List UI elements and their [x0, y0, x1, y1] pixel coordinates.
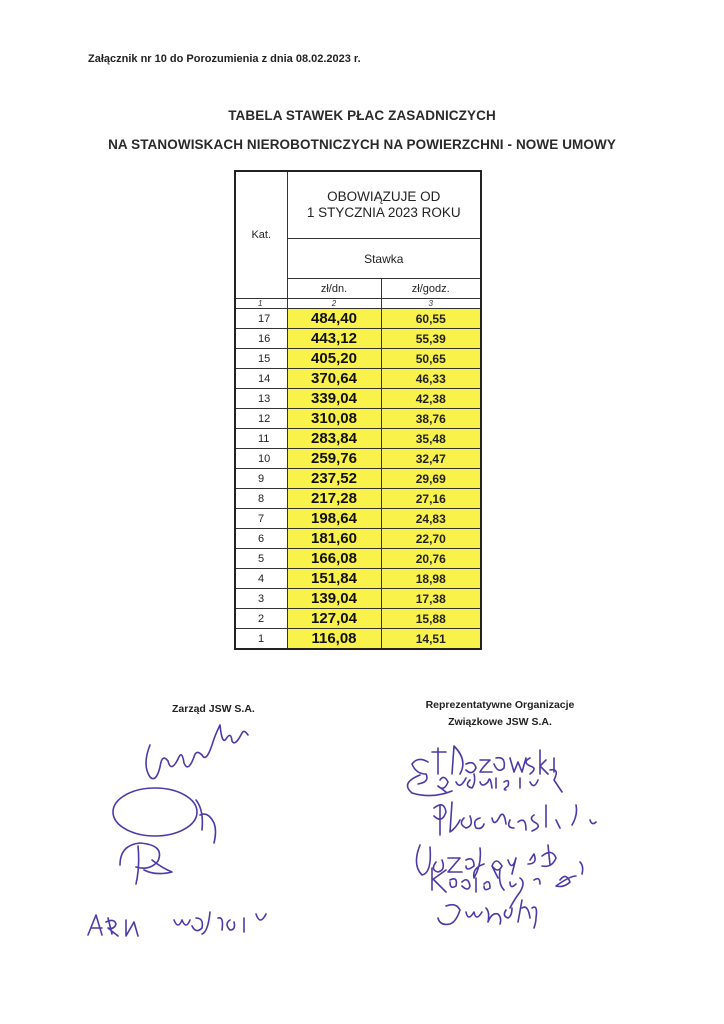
hourly-rate-cell: 46,33	[381, 369, 481, 389]
category-cell: 9	[235, 469, 287, 489]
category-cell: 1	[235, 629, 287, 650]
union-signature-2	[408, 770, 563, 796]
table-row	[235, 549, 481, 569]
category-cell: 10	[235, 449, 287, 469]
category-cell: 14	[235, 369, 287, 389]
union-signature-1	[412, 746, 554, 784]
valid-from-line2: 1 STYCZNIA 2023 ROKU	[306, 205, 461, 220]
hourly-rate-cell: 38,76	[381, 409, 481, 429]
union-signature-5	[432, 862, 583, 908]
daily-rate-cell: 217,28	[287, 489, 381, 509]
union-signature-4	[416, 845, 556, 878]
unit-day-header: zł/dn.	[287, 279, 381, 299]
table-row	[235, 629, 481, 650]
daily-rate-cell: 310,08	[287, 409, 381, 429]
category-cell: 17	[235, 309, 287, 329]
category-cell: 8	[235, 489, 287, 509]
hourly-rate-cell: 14,51	[381, 629, 481, 650]
page-title: TABELA STAWEK PŁAC ZASADNICZYCH	[228, 108, 496, 123]
board-signature-2	[113, 788, 197, 836]
daily-rate-cell: 443,12	[287, 329, 381, 349]
hourly-rate-cell: 35,48	[381, 429, 481, 449]
category-cell: 13	[235, 389, 287, 409]
attachment-note: Załącznik nr 10 do Porozumienia z dnia 08.02.2023 r.	[88, 53, 361, 65]
union-signature-6	[438, 900, 537, 928]
hourly-rate-cell: 32,47	[381, 449, 481, 469]
category-cell: 5	[235, 549, 287, 569]
column-number-1: 1	[235, 299, 287, 309]
daily-rate-cell: 484,40	[287, 309, 381, 329]
hourly-rate-cell: 42,38	[381, 389, 481, 409]
category-cell: 11	[235, 429, 287, 449]
unit-hour-header: zł/godz.	[381, 279, 481, 299]
daily-rate-cell: 283,84	[287, 429, 381, 449]
union-label-line1: Reprezentatywne Organizacje	[425, 699, 575, 711]
daily-rate-cell: 259,76	[287, 449, 381, 469]
page-subtitle: NA STANOWISKACH NIEROBOTNICZYCH NA POWIERZCHNI - NOWE UMOWY	[108, 137, 616, 152]
daily-rate-cell: 198,64	[287, 509, 381, 529]
daily-rate-cell: 151,84	[287, 569, 381, 589]
table-row	[235, 529, 481, 549]
board-signature-label: Zarząd JSW S.A.	[172, 703, 255, 715]
hourly-rate-cell: 22,70	[381, 529, 481, 549]
table-row	[235, 569, 481, 589]
daily-rate-cell: 405,20	[287, 349, 381, 369]
board-signature-3	[120, 843, 172, 884]
column-number-row	[235, 299, 481, 309]
table-row	[235, 469, 481, 489]
daily-rate-cell: 116,08	[287, 629, 381, 650]
hourly-rate-cell: 60,55	[381, 309, 481, 329]
table-row	[235, 329, 481, 349]
daily-rate-cell: 237,52	[287, 469, 381, 489]
hourly-rate-cell: 18,98	[381, 569, 481, 589]
category-cell: 16	[235, 329, 287, 349]
union-label-line2: Związkowe JSW S.A.	[448, 716, 552, 728]
column-number-3: 3	[381, 299, 481, 309]
table-row	[235, 389, 481, 409]
board-signature-4	[88, 912, 266, 936]
hourly-rate-cell: 29,69	[381, 469, 481, 489]
daily-rate-cell: 139,04	[287, 589, 381, 609]
table-row	[235, 349, 481, 369]
kat-header: Kat.	[235, 171, 287, 299]
hourly-rate-cell: 50,65	[381, 349, 481, 369]
daily-rate-cell: 181,60	[287, 529, 381, 549]
hourly-rate-cell: 15,88	[381, 609, 481, 629]
table-row	[235, 449, 481, 469]
table-row	[235, 609, 481, 629]
rate-table	[234, 170, 482, 650]
table-row	[235, 589, 481, 609]
category-cell: 12	[235, 409, 287, 429]
hourly-rate-cell: 27,16	[381, 489, 481, 509]
daily-rate-cell: 370,64	[287, 369, 381, 389]
table-row	[235, 489, 481, 509]
union-signature-3	[434, 802, 596, 835]
category-cell: 6	[235, 529, 287, 549]
table-row	[235, 509, 481, 529]
table-row	[235, 409, 481, 429]
hourly-rate-cell: 17,38	[381, 589, 481, 609]
daily-rate-cell: 339,04	[287, 389, 381, 409]
hourly-rate-cell: 24,83	[381, 509, 481, 529]
handwritten-signatures	[0, 720, 724, 1020]
board-signature-1	[146, 725, 248, 779]
hourly-rate-cell: 55,39	[381, 329, 481, 349]
hourly-rate-cell: 20,76	[381, 549, 481, 569]
category-cell: 15	[235, 349, 287, 369]
daily-rate-cell: 127,04	[287, 609, 381, 629]
rate-header: Stawka	[287, 239, 481, 279]
daily-rate-cell: 166,08	[287, 549, 381, 569]
valid-from-line1: OBOWIĄZUJE OD	[327, 189, 441, 204]
table-row	[235, 309, 481, 329]
valid-from-header	[287, 171, 481, 239]
category-cell: 3	[235, 589, 287, 609]
column-number-2: 2	[287, 299, 381, 309]
category-cell: 2	[235, 609, 287, 629]
category-cell: 4	[235, 569, 287, 589]
table-row	[235, 369, 481, 389]
category-cell: 7	[235, 509, 287, 529]
table-row	[235, 429, 481, 449]
